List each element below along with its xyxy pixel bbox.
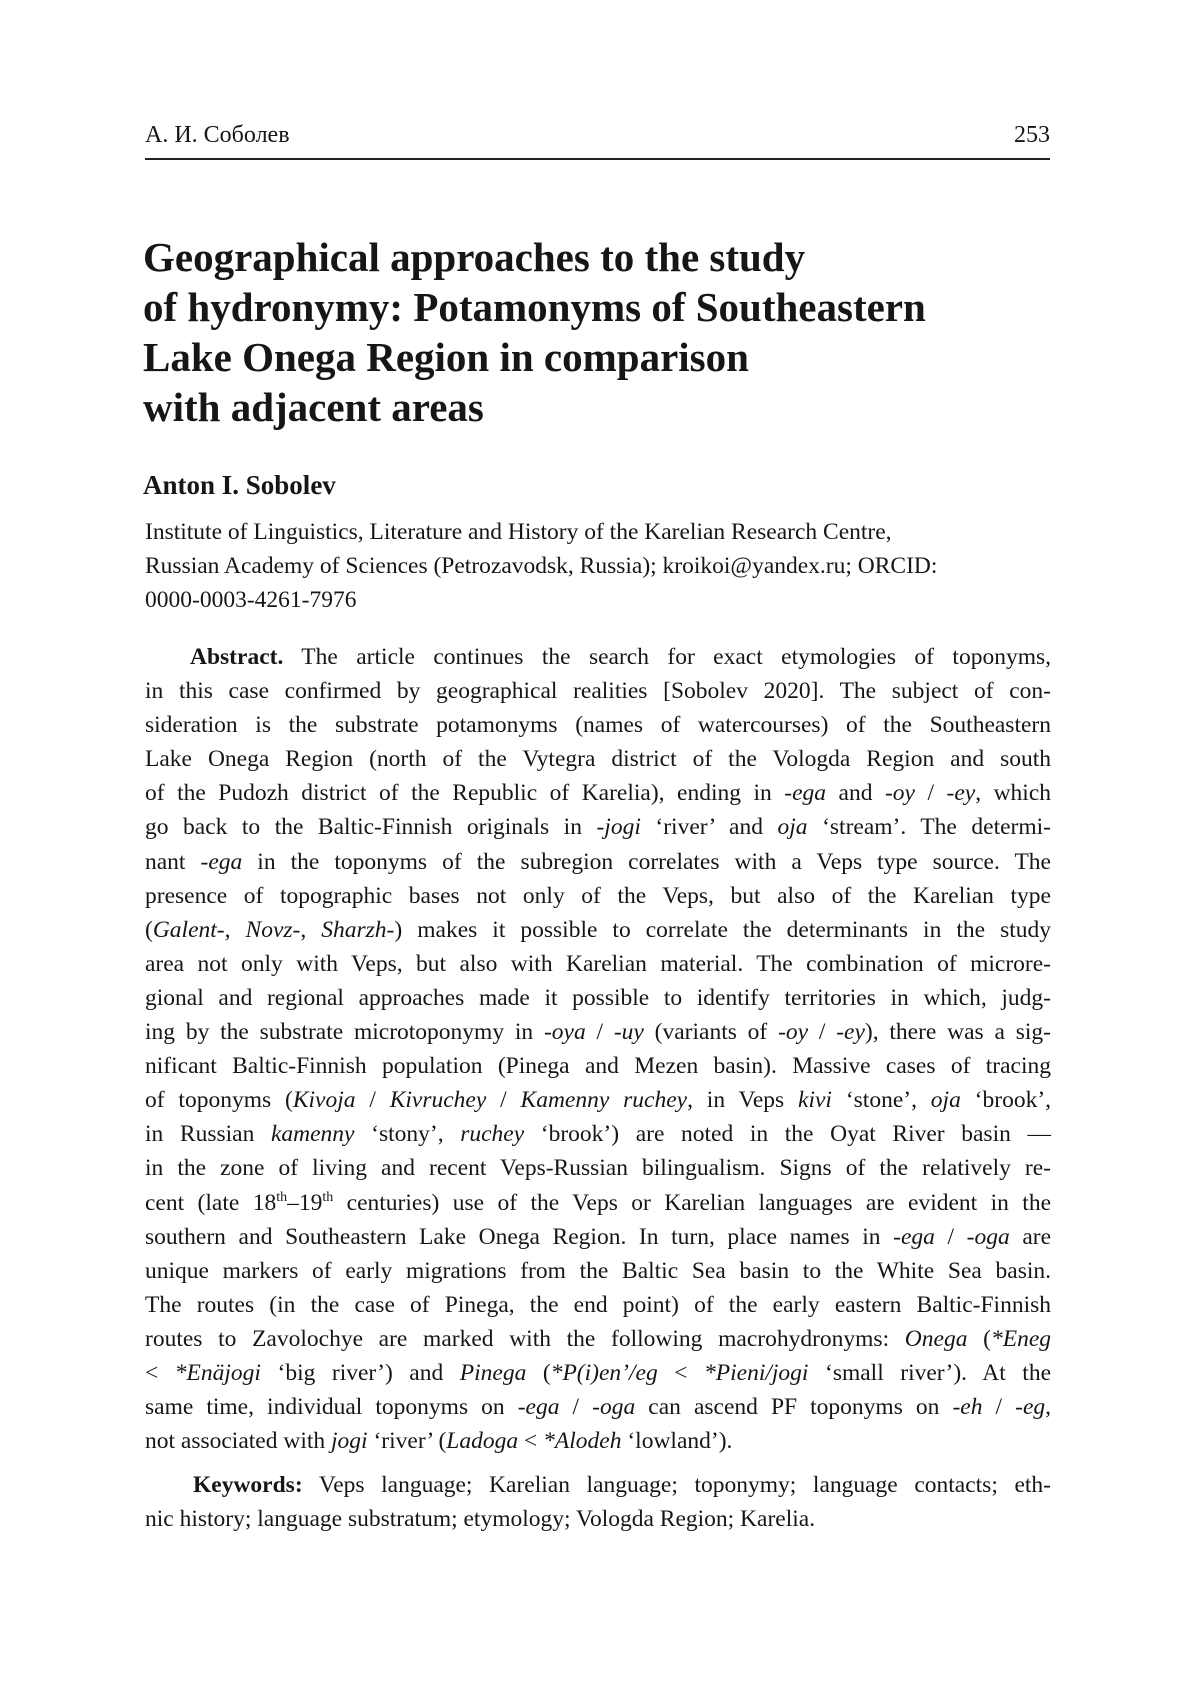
italic-term: oja [777, 814, 808, 841]
abstract-line [145, 1083, 1051, 1117]
text-run: ) makes it possible to correlate the determinants in the study [394, 916, 1052, 943]
text-run: ‘brook’, [960, 1087, 1052, 1114]
italic-term: *Alodeh [543, 1428, 622, 1455]
keywords-paragraph [145, 1468, 1051, 1536]
text-run: in the zone of living and recent Veps-Russian bilingualism. Signs of the relatively re- [145, 1155, 1051, 1182]
text-run: cent (late 18 [145, 1189, 277, 1216]
title-line: Geographical approaches to the study [143, 234, 806, 280]
italic-term: Onega [904, 1325, 968, 1352]
keywords-line [145, 1502, 1051, 1536]
text-run: ( [145, 916, 153, 943]
abstract-line [145, 776, 1051, 810]
text-run: area not only with Veps, but also with Karelian material. The combination of microre- [145, 950, 1051, 977]
text-run: / [559, 1394, 593, 1421]
text-run: not associated with [145, 1428, 332, 1455]
italic-term: kivi [798, 1087, 832, 1114]
abstract-line [145, 947, 1051, 981]
text-run: presence of topographic bases not only of the Veps, but also of the Karelian type [145, 882, 1051, 909]
text-run: ‘lowland’). [621, 1428, 733, 1455]
text-run: ‘stone’, [831, 1087, 931, 1114]
abstract-line [145, 1220, 1051, 1254]
text-run: in the toponyms of the subregion correlates with a Veps type source. The [242, 848, 1051, 875]
italic-term: -oga [592, 1394, 636, 1421]
text-run: / [934, 1223, 967, 1250]
text-run: , in Veps [687, 1087, 799, 1114]
text-run: Lake Onega Region (north of the Vytegra district of the Vologda Region and south [145, 746, 1051, 773]
text-run: , [1045, 1394, 1052, 1421]
text-run: are [1009, 1223, 1052, 1250]
text-run: ), there was a sig- [864, 1019, 1051, 1046]
italic-term: -oga [966, 1223, 1010, 1250]
text-run: < [145, 1359, 175, 1386]
abstract-line [145, 674, 1051, 708]
text-run: ( [967, 1325, 991, 1352]
abstract-line [145, 742, 1051, 776]
text-run: in this case confirmed by geographical realities [Sobolev 2020]. The subject of con- [145, 678, 1051, 705]
author-name: Anton I. Sobolev [143, 470, 336, 500]
text-run: ( [526, 1359, 551, 1386]
author-affiliation [145, 515, 1055, 617]
text-run: The routes (in the case of Pinega, the end point) of the early eastern Baltic-Finnish [145, 1291, 1051, 1318]
text-run: southern and Southeastern Lake Onega Region. In turn, place names in [145, 1223, 894, 1250]
italic-term: *Enäjogi [174, 1359, 261, 1386]
italic-term: Kivruchey [389, 1087, 487, 1114]
affiliation-line: Institute of Linguistics, Literature and History of the Karelian Research Centre, [145, 519, 892, 545]
italic-term: -eg [1015, 1394, 1046, 1421]
text-run: The article continues the search for exact etymologies of toponyms, [283, 644, 1051, 670]
abstract-line [145, 1390, 1051, 1424]
text-run: unique markers of early migrations from the Baltic Sea basin to the White Sea basin. [145, 1257, 1051, 1284]
text-run: ‘stream’. The determi- [807, 814, 1051, 841]
italic-term: -ega [517, 1394, 560, 1421]
abstract-line [145, 1288, 1051, 1322]
italic-term: ruchey [460, 1121, 525, 1148]
abstract-line [145, 981, 1051, 1015]
text-run: < [657, 1359, 705, 1386]
text-run: / [486, 1087, 521, 1114]
text-run: nant [145, 848, 201, 875]
text-run: / [585, 1019, 614, 1046]
italic-term: Sharzh- [321, 916, 395, 943]
text-run: / [914, 780, 947, 807]
italic-term: -ega [784, 780, 827, 807]
text-run: < [518, 1428, 544, 1455]
italic-term: -oy [884, 780, 915, 807]
text-run: go back to the Baltic-Finnish originals in [145, 814, 597, 841]
article-title [143, 232, 1048, 432]
italic-term: oja [930, 1087, 961, 1114]
italic-term: -jogi [596, 814, 641, 841]
text-run: (variants of [643, 1019, 779, 1046]
text-run: in Russian [145, 1121, 271, 1148]
text-run: , [300, 916, 322, 943]
italic-term: Ladoga [446, 1428, 519, 1455]
abstract-line [145, 1049, 1051, 1083]
text-run: same time, individual toponyms on [145, 1394, 518, 1421]
text-run: centuries) use of the Veps or Karelian languages are evident in the [333, 1189, 1051, 1216]
text-run: routes to Zavolochye are marked with the following macrohydronyms: [145, 1325, 905, 1352]
abstract-line [145, 640, 1051, 674]
title-line: Lake Onega Region in comparison [143, 334, 749, 380]
superscript: th [276, 1189, 288, 1205]
text-run: , which [975, 780, 1052, 807]
italic-term: Pinega [459, 1359, 527, 1386]
abstract-label: Abstract. [190, 644, 284, 670]
text-run: ‘river’ ( [367, 1428, 447, 1455]
page-number: 253 [1014, 122, 1050, 148]
text-run: , [224, 916, 246, 943]
keywords-line [145, 1468, 1051, 1502]
text-run: ing by the substrate microtoponymy in [145, 1019, 544, 1046]
abstract-line [145, 810, 1051, 844]
text-run: of toponyms ( [145, 1087, 293, 1114]
italic-term: -oya [543, 1019, 586, 1046]
title-line: of hydronymy: Potamonyms of Southeastern [143, 284, 926, 330]
italic-term: Kivoja [292, 1087, 356, 1114]
abstract-line [145, 1424, 1051, 1458]
text-run: ‘big river’) and [260, 1359, 460, 1386]
italic-term: -ega [200, 848, 243, 875]
abstract-line [145, 708, 1051, 742]
text-run: of the Pudozh district of the Republic of Karelia), ending in [145, 780, 785, 807]
keywords-label: Keywords: [193, 1472, 303, 1498]
text-run: ‘brook’) are noted in the Oyat River basin — [524, 1121, 1051, 1148]
italic-term: Kamenny ruchey [520, 1087, 688, 1114]
text-run: / [808, 1019, 837, 1046]
affiliation-line: 0000-0003-4261-7976 [145, 587, 357, 613]
text-run: ‘stony’, [354, 1121, 461, 1148]
text-run: –19 [287, 1189, 323, 1216]
running-header [145, 118, 1050, 160]
text-run: nificant Baltic-Finnish population (Pinega and Mezen basin). Massive cases of tracing [145, 1053, 1051, 1080]
abstract-line [145, 1322, 1051, 1356]
italic-term: *Eneg [990, 1325, 1052, 1352]
abstract-line [145, 913, 1051, 947]
text-run: ‘small river’). At the [808, 1359, 1051, 1386]
abstract-line [145, 1151, 1051, 1185]
title-line: with adjacent areas [143, 384, 484, 430]
text-run: gional and regional approaches made it possible to identify territories in which, judg- [145, 984, 1051, 1011]
italic-term: *P(i)en’/eg [550, 1359, 658, 1386]
italic-term: -uy [613, 1019, 644, 1046]
abstract-paragraph [145, 640, 1051, 1458]
affiliation-line: Russian Academy of Sciences (Petrozavodsk, Russia); kroikoi@yandex.ru; ORCID: [145, 553, 938, 579]
text-run: ‘river’ and [640, 814, 778, 841]
italic-term: -ey [946, 780, 976, 807]
italic-term: -oy [778, 1019, 809, 1046]
italic-term: kamenny [270, 1121, 355, 1148]
abstract-line [145, 1186, 1051, 1220]
text-run: / [355, 1087, 390, 1114]
abstract-line [145, 1117, 1051, 1151]
superscript: th [322, 1189, 334, 1205]
italic-term: -eh [952, 1394, 983, 1421]
abstract-line [145, 1254, 1051, 1288]
text-run: Veps language; Karelian language; toponymy; language contacts; eth- [302, 1472, 1051, 1498]
text-run: sideration is the substrate potamonyms (names of watercourses) of the Southeastern [145, 712, 1051, 739]
italic-term: jogi [331, 1428, 368, 1455]
italic-term: Galent- [152, 916, 225, 943]
text-run: can ascend PF toponyms on [635, 1394, 953, 1421]
abstract-line [145, 845, 1051, 879]
running-header-author: А. И. Соболев [145, 122, 290, 148]
abstract-line [145, 879, 1051, 913]
text-run: / [982, 1394, 1016, 1421]
italic-term: Novz- [245, 916, 301, 943]
italic-term: -ega [893, 1223, 935, 1250]
italic-term: *Pieni/jogi [704, 1359, 809, 1386]
text-run: nic history; language substratum; etymology; Vologda Region; Karelia. [145, 1506, 816, 1533]
italic-term: -ey [836, 1019, 865, 1046]
abstract-line [145, 1356, 1051, 1390]
text-run: and [826, 780, 885, 807]
abstract-line [145, 1015, 1051, 1049]
